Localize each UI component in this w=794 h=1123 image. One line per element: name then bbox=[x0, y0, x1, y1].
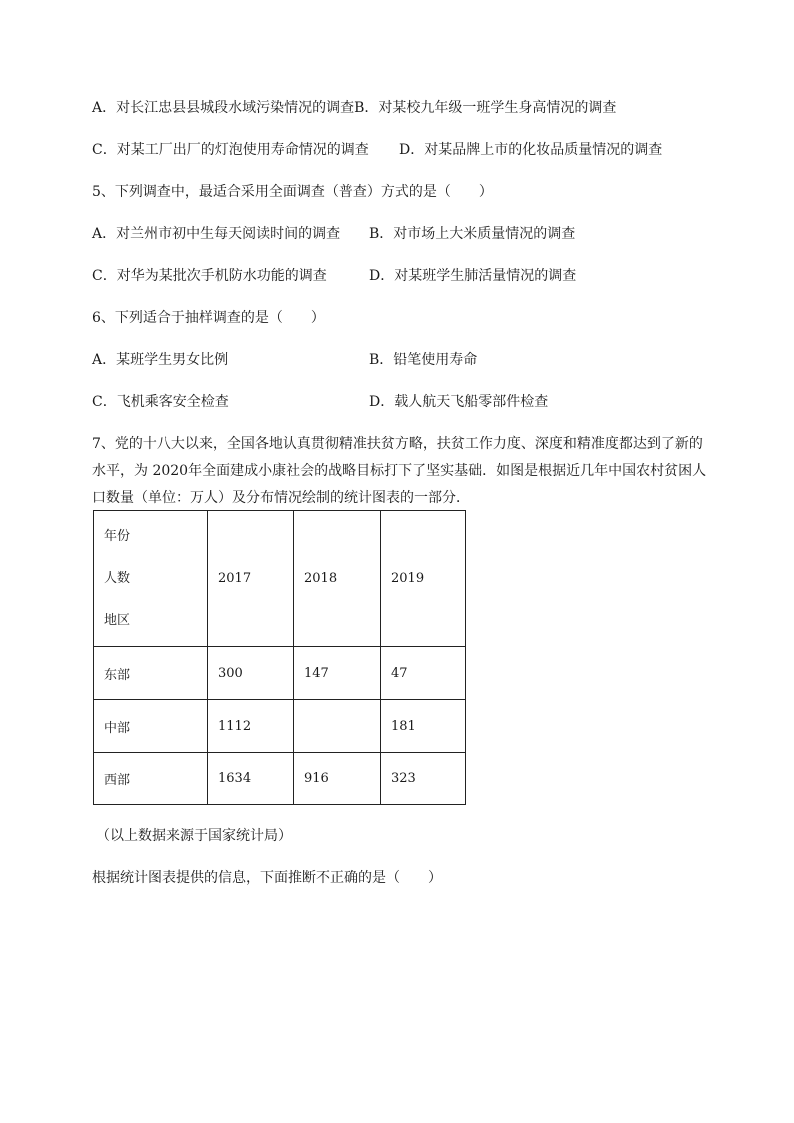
q7-stem-line2: 水平，为 2020年全面建成小康社会的战略目标打下了坚实基础．如图是根据近几年中国农村贫困人 bbox=[92, 463, 707, 479]
region-central: 中部 bbox=[94, 700, 208, 753]
header-label-region: 地区 bbox=[104, 612, 131, 628]
header-label-count: 人数 bbox=[104, 570, 131, 586]
q5-option-b: B．对市场上大米质量情况的调查 bbox=[369, 226, 576, 242]
data-source-note: （以上数据来源于国家统计局） bbox=[96, 828, 292, 844]
header-year-2018: 2018 bbox=[294, 511, 381, 647]
q5-option-a: A．对兰州市初中生每天阅读时间的调查 bbox=[92, 226, 341, 242]
header-diagonal-cell bbox=[94, 511, 208, 647]
q6-option-b: B．铅笔使用寿命 bbox=[369, 352, 478, 368]
table-row bbox=[94, 753, 466, 805]
q5-stem: 5、下列调查中，最适合采用全面调查（普查）方式的是（ ） bbox=[92, 184, 493, 200]
q5-option-d: D．对某班学生肺活量情况的调查 bbox=[369, 268, 577, 284]
table-cell: 47 bbox=[381, 647, 466, 700]
q6-stem: 6、下列适合于抽样调查的是（ ） bbox=[92, 310, 325, 326]
table-cell: 181 bbox=[381, 700, 466, 753]
q7-question: 根据统计图表提供的信息，下面推断不正确的是（ ） bbox=[92, 870, 442, 886]
header-label-year: 年份 bbox=[104, 528, 131, 544]
q7-stem-line1: 7、党的十八大以来，全国各地认真贯彻精准扶贫方略，扶贫工作力度、深度和精准度都达到了新的 bbox=[92, 436, 703, 452]
q5-option-c: C．对华为某批次手机防水功能的调查 bbox=[92, 268, 327, 284]
q6-option-d: D．载人航天飞船零部件检查 bbox=[369, 394, 549, 410]
table-header-row bbox=[94, 511, 466, 647]
table-cell: 147 bbox=[294, 647, 381, 700]
q4-option-a: A．对长江忠县县城段水域污染情况的调查 bbox=[92, 100, 355, 116]
region-east: 东部 bbox=[94, 647, 208, 700]
q4-option-d: D．对某品牌上市的化妆品质量情况的调查 bbox=[399, 142, 663, 158]
table-cell: 323 bbox=[381, 753, 466, 805]
region-west: 西部 bbox=[94, 753, 208, 805]
table-cell: 1634 bbox=[208, 753, 294, 805]
q4-options-row1 bbox=[92, 98, 616, 118]
q4-option-b: B．对某校九年级一班学生身高情况的调查 bbox=[354, 100, 617, 116]
header-year-2019: 2019 bbox=[381, 511, 466, 647]
q6-option-c: C．飞机乘客安全检查 bbox=[92, 394, 229, 410]
table-cell: 1112 bbox=[208, 700, 294, 753]
q7-stem-line3: 口数量（单位：万人）及分布情况绘制的统计图表的一部分． bbox=[92, 490, 470, 506]
table-row bbox=[94, 647, 466, 700]
table-cell bbox=[294, 700, 381, 753]
table-cell: 300 bbox=[208, 647, 294, 700]
table-cell: 916 bbox=[294, 753, 381, 805]
q6-option-a: A．某班学生男女比例 bbox=[92, 352, 229, 368]
header-year-2017: 2017 bbox=[208, 511, 294, 647]
poverty-stats-table bbox=[93, 510, 466, 805]
table-row bbox=[94, 700, 466, 753]
q4-option-c: C．对某工厂出厂的灯泡使用寿命情况的调查 bbox=[92, 142, 369, 158]
